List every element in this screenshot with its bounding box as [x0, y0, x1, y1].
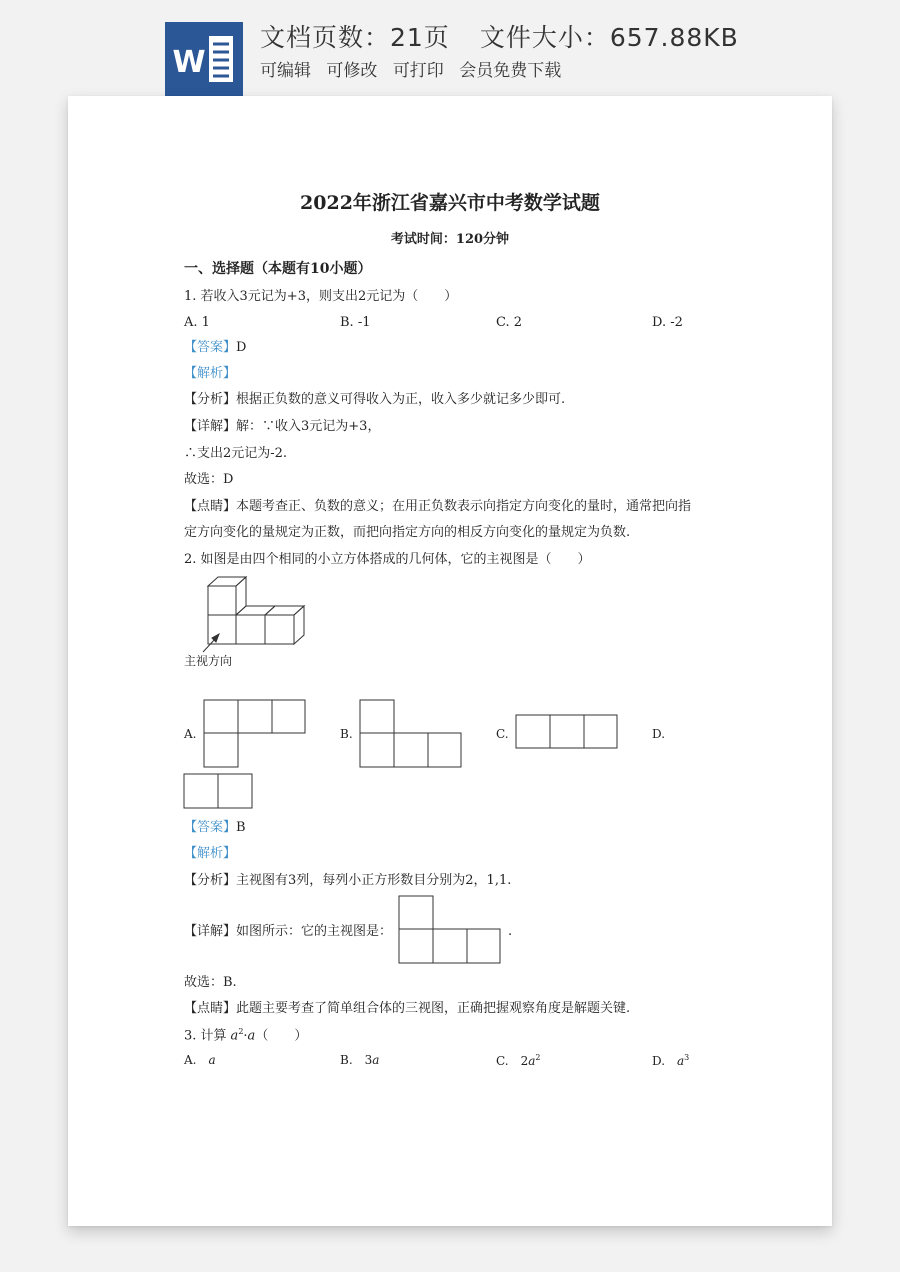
q2-answer	[184, 821, 246, 834]
word-icon-letter: W	[172, 45, 206, 80]
q2-option-a-label: A.	[184, 727, 197, 741]
q2-dianjing	[184, 1002, 630, 1015]
q1-dianjing-1	[184, 500, 691, 513]
q3-option-b	[340, 1054, 379, 1066]
q1-analysis-label: 【解析】	[184, 366, 237, 381]
q1-option-d: D. -2	[652, 315, 683, 330]
cube-figure	[202, 576, 312, 656]
q3-stem	[184, 1028, 307, 1042]
q2-analysis-label: 【解析】	[184, 846, 237, 861]
option-var: a	[677, 1054, 685, 1068]
xiangjie-label: 【详解】	[184, 924, 237, 939]
q3-option-c	[496, 1054, 540, 1067]
q1-stem: 1. 若收入3元记为+3，则支出2元记为（ ）	[184, 289, 458, 304]
feature-modifiable: 可修改	[326, 61, 378, 81]
q2-choose: 故选：B.	[184, 975, 237, 990]
dianjing-label: 【点睛】	[184, 499, 237, 514]
xiangjie-text: 解：∵收入3元记为+3，	[236, 419, 381, 434]
q2-option-b-label: B.	[340, 727, 353, 741]
file-info	[260, 18, 739, 54]
q3-var-a: a	[230, 1028, 239, 1044]
view-direction-label: 主视方向	[184, 654, 233, 668]
q1-xiangjie	[184, 420, 380, 433]
q1-option-b: B. -1	[340, 315, 371, 330]
xiangjie-text: 如图所示：它的主视图是：	[236, 924, 393, 939]
download-banner	[0, 0, 900, 96]
option-coef: 3	[364, 1053, 373, 1067]
q1-line2: ∴支出2元记为-2.	[184, 446, 288, 461]
dianjing-text: 此题主要考查了简单组合体的三视图，正确把握观察角度是解题关键.	[236, 1001, 631, 1016]
q2-option-d-label: D.	[652, 727, 666, 741]
q1-option-c: C. 2	[496, 315, 523, 330]
q2-fenxi	[184, 874, 511, 887]
q3-exponent: 2	[238, 1027, 244, 1036]
option-label: D.	[652, 1054, 666, 1068]
feature-member-download: 会员免费下载	[459, 61, 562, 81]
page-count: 文档页数：21页	[260, 23, 450, 52]
option-exponent: 2	[535, 1053, 541, 1062]
option-label: B.	[340, 1053, 353, 1067]
exam-time: 考试时间：120分钟	[390, 232, 510, 247]
q2-option-b-figure	[360, 700, 462, 768]
feature-list	[260, 56, 571, 81]
document-title: 2022年浙江省嘉兴市中考数学试题	[300, 192, 600, 214]
answer-value: B	[236, 820, 246, 835]
q3-option-a	[184, 1054, 216, 1066]
option-label: A.	[184, 1053, 197, 1067]
fenxi-label: 【分析】	[184, 873, 237, 888]
option-var: a	[372, 1053, 380, 1067]
file-size: 文件大小：657.88KB	[479, 23, 739, 52]
option-coef: 2	[520, 1054, 529, 1068]
fenxi-text: 根据正负数的意义可得收入为正，收入多少就记多少即可.	[236, 392, 566, 407]
q1-fenxi	[184, 393, 565, 406]
q3-dot: ·	[243, 1028, 248, 1044]
section-heading: 一、选择题（本题有10小题）	[184, 261, 372, 277]
q1-dianjing-2: 定方向变化的量规定为正数，而把向指定方向的相反方向变化的量规定为负数.	[184, 525, 631, 540]
q2-option-a-figure	[204, 700, 306, 768]
q2-option-c-label: C.	[496, 727, 509, 741]
q1-option-a: A. 1	[184, 315, 210, 330]
answer-label: 【答案】	[184, 820, 237, 835]
feature-printable: 可打印	[392, 61, 444, 81]
option-var: a	[528, 1054, 536, 1068]
document-page	[68, 96, 832, 1226]
dianjing-text-1: 本题考查正、负数的意义；在用正负数表示向指定方向变化的量时，通常把向指	[236, 499, 692, 514]
dianjing-label: 【点睛】	[184, 1001, 237, 1016]
q3-stem-prefix: 3. 计算	[184, 1028, 227, 1044]
q2-option-c-figure	[516, 715, 618, 750]
xiangjie-label: 【详解】	[184, 419, 237, 434]
option-label: C.	[496, 1054, 509, 1068]
fenxi-text: 主视图有3列，每列小正方形数目分别为2，1,1.	[236, 873, 512, 888]
option-exponent: 3	[684, 1053, 690, 1062]
q2-stem: 2. 如图是由四个相同的小立方体搭成的几何体，它的主视图是（ ）	[184, 552, 591, 567]
q2-solution-figure	[399, 896, 501, 964]
feature-editable: 可编辑	[260, 61, 311, 81]
word-document-icon	[165, 22, 243, 96]
q2-option-d-figure	[184, 774, 254, 810]
q3-option-d	[652, 1054, 689, 1067]
q1-answer	[184, 341, 246, 354]
option-var: a	[208, 1053, 216, 1067]
q3-var-b: a	[247, 1028, 256, 1044]
q2-xiangjie	[184, 925, 392, 938]
q3-stem-suffix: （ ）	[255, 1028, 308, 1044]
fenxi-label: 【分析】	[184, 392, 237, 407]
answer-label: 【答案】	[184, 340, 237, 355]
answer-value: D	[236, 340, 247, 355]
q1-choose: 故选：D	[184, 472, 234, 487]
q2-xiangjie-period: .	[508, 924, 513, 939]
